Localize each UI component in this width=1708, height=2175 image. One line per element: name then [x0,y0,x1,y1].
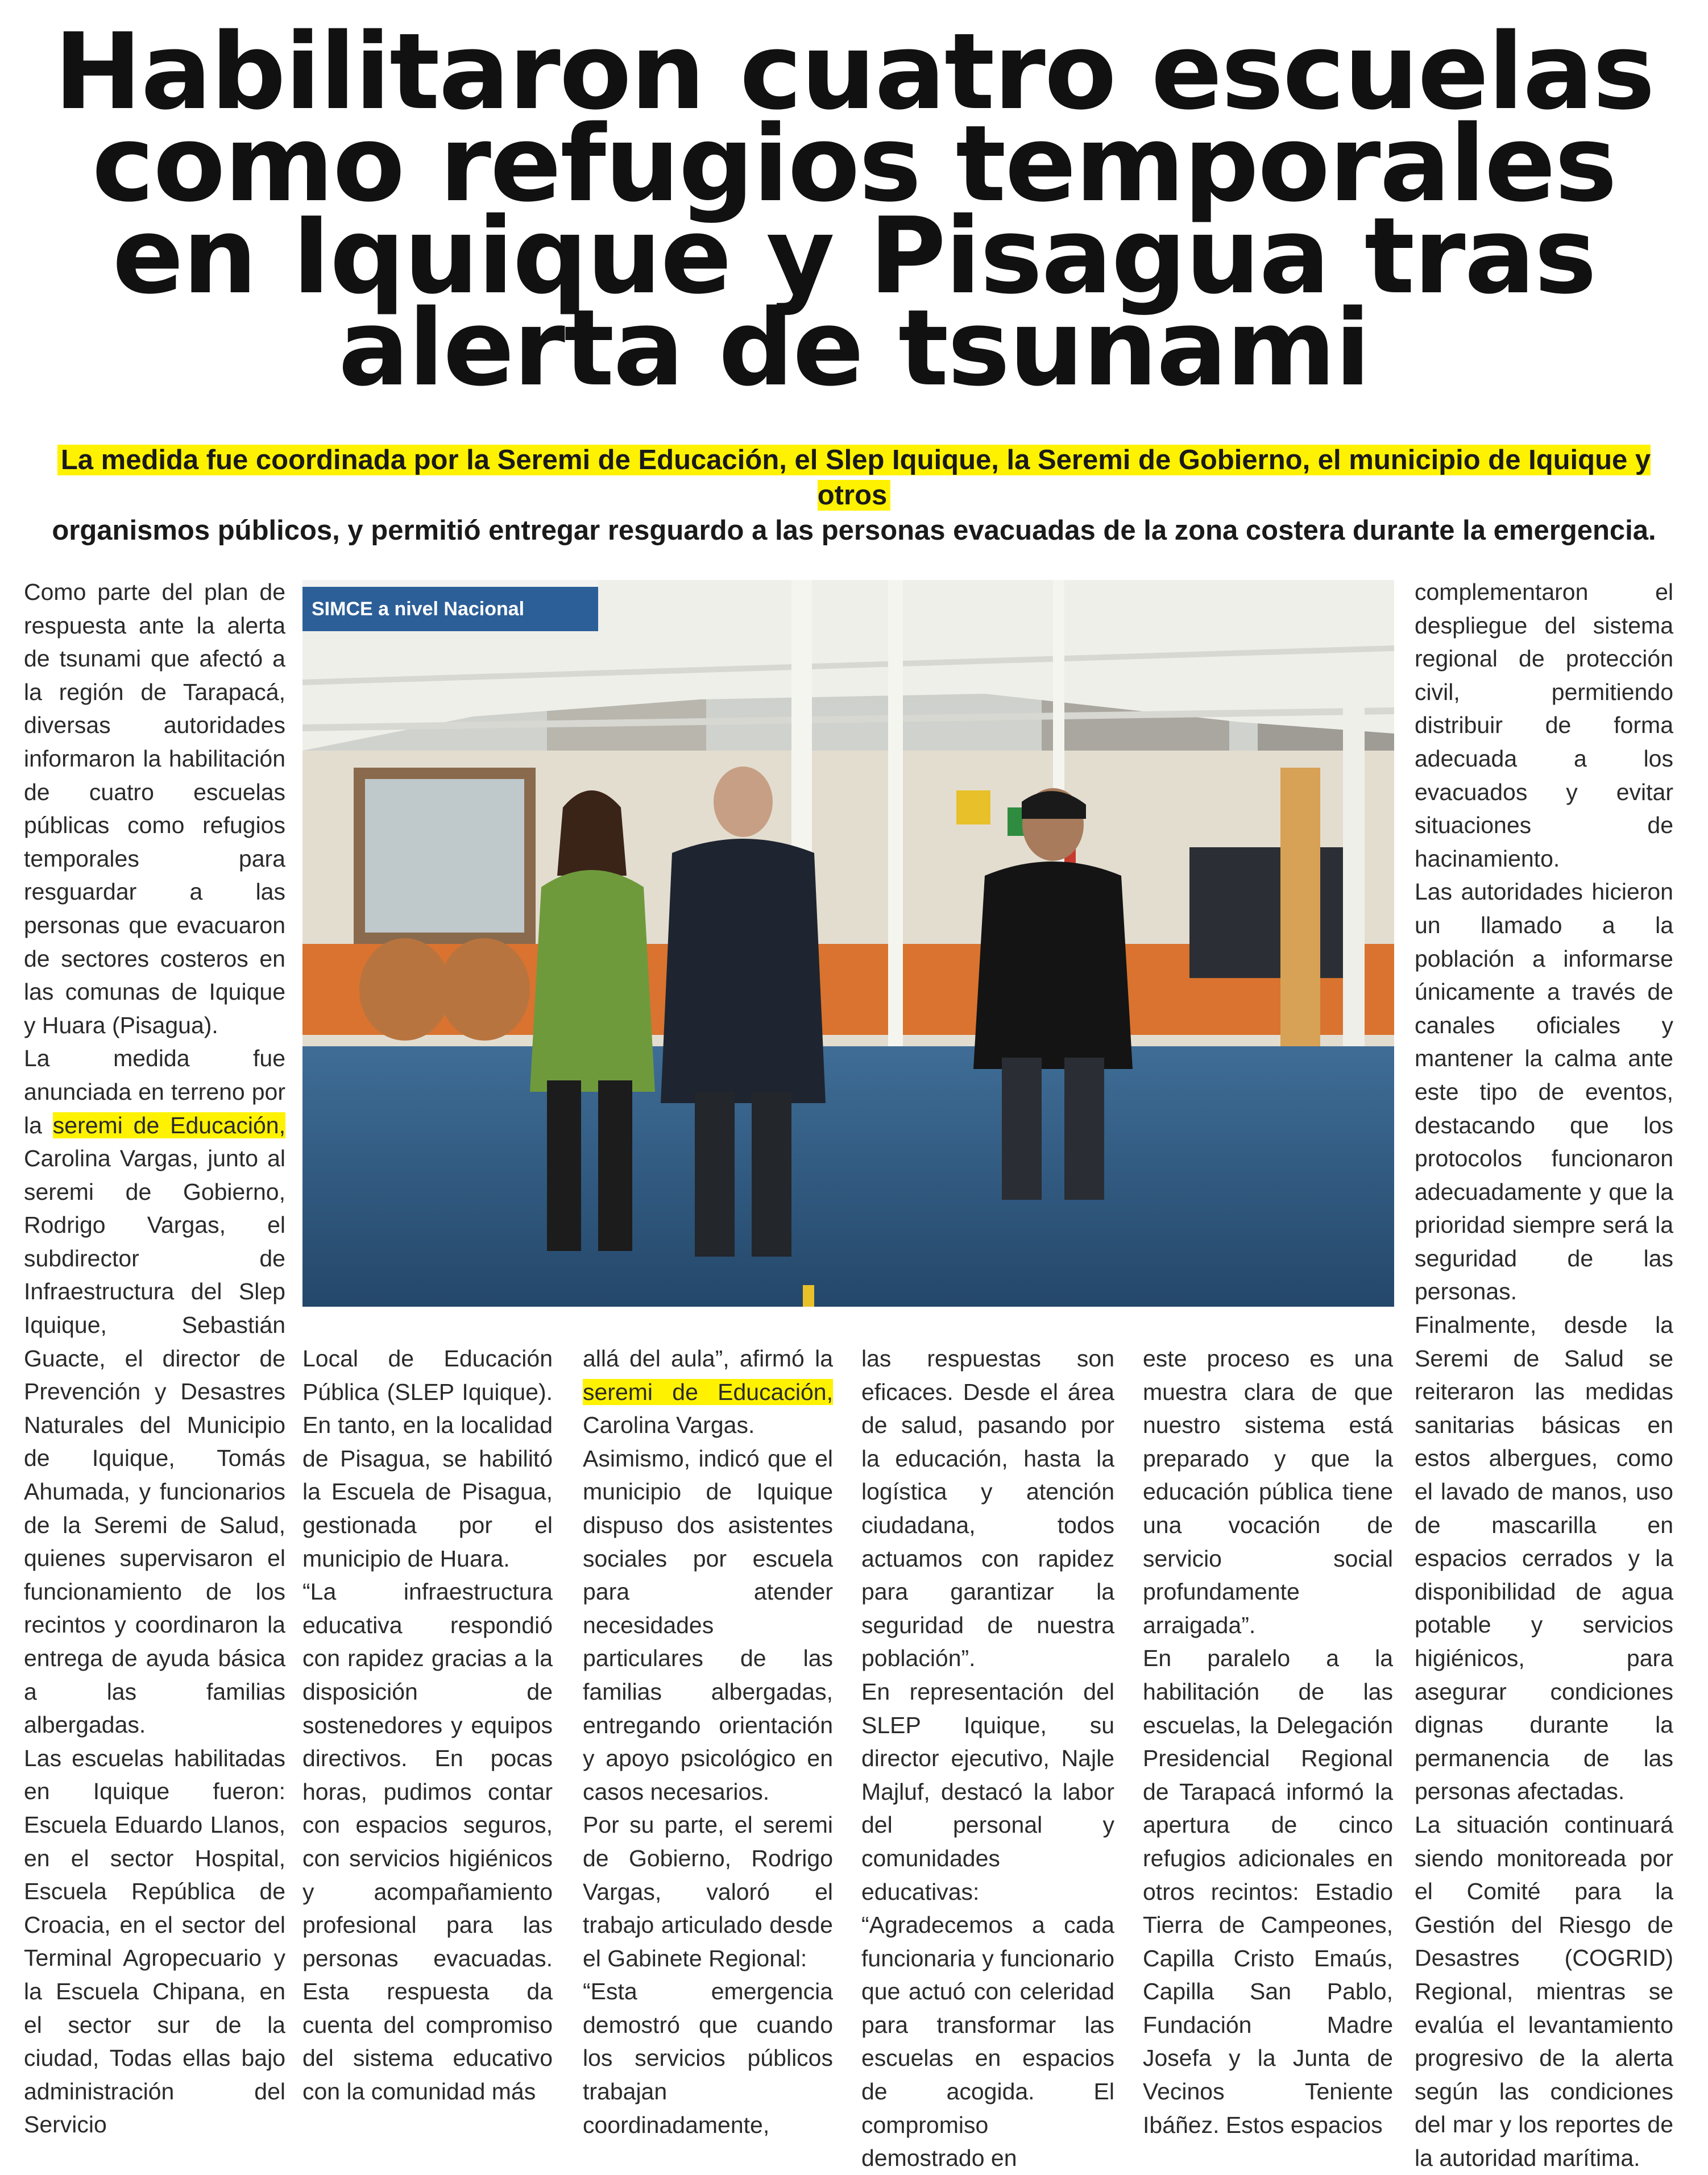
col6-paragraph-1: complementaron el despliegue del sistema regional de protección civil, permitiendo distribuir de forma adecuada a los evacuados y evitar situaciones de hacinamiento. [1415,579,1673,872]
highlighted-text: seremi de Educación, [583,1378,833,1405]
column-2 [302,1342,553,2108]
col3-paragraph-3: Por su parte, el seremi de Gobierno, Rodrigo Vargas, valoró el trabajo articulado desde el Gabinete Regional: [583,1812,833,1971]
column-5 [1143,1342,1393,2141]
col4-paragraph-3: “Agradecemos a cada funcionaria y funcionario que actuó con celeridad para transformar las escuelas en espacios de acogida. El compromiso demostrado en [861,1912,1114,2172]
col1-paragraph-2: La medida fue anunciada en terreno por la seremi de Educación, Carolina Vargas, junto al seremi de Gobierno, Rodrigo Vargas, el subdirector de Infraestructura del Slep Iquique, Sebastián Guacte, el director de Prevención y Desastres Naturales del Municipio de Iquique, Tomás Ahumada, y funcionarios de la Seremi de Salud, quienes supervisaron el funcionamiento de los recintos y coordinaron la entrega de ayuda básica a las familias albergadas. [24,1045,285,1738]
column-6 [1415,575,1673,2175]
col1-paragraph-1: Como parte del plan de respuesta ante la alerta de tsunami que afectó a la región de Tarapacá, diversas autoridades informaron la habilitación de cuatro escuelas públicas como refugios temporales para resguardar a las personas que evacuaron de sectores costeros en las comunas de Iquique y Huara (Pisagua). [24,579,285,1038]
highlighted-text: seremi de Educación, [52,1112,285,1138]
headline-line-2: como refugios temporales [92,102,1616,225]
school-courtyard-photo [302,580,1394,1307]
article-photo [302,580,1394,1307]
col5-paragraph-2: En paralelo a la habilitación de las escuelas, la Delegación Presidencial Regional de Tarapacá informó la apertura de cinco refugios adicionales en otros recintos: Estadio Tierra de Campeones, Capilla Cristo Emaús, Capilla San Pablo, Fundación Madre Josefa y la Junta de Vecinos Teniente Ibáñez. Estos espacios [1143,1645,1393,2138]
col6-paragraph-2: Las autoridades hicieron un llamado a la población a informarse únicamente a través de canales oficiales y mantener la calma ante este tipo de eventos, destacando que los protocolos funcionaron adecuadamente y que la prioridad siempre será la seguridad de las personas. [1415,879,1673,1305]
col1-paragraph-3: Las escuelas habilitadas en Iquique fueron: Escuela Eduardo Llanos, en el sector Hospital, Escuela República de Croacia, en el sector del Terminal Agropecuario y la Escuela Chipana, en el sector sur de la ciudad, Todas ellas bajo administración del Servicio [24,1745,285,2138]
column-4 [861,1342,1114,2175]
col4-paragraph-2: En representación del SLEP Iquique, su director ejecutivo, Najle Majluf, destacó la labor del personal y comunidades educativas: [861,1678,1114,1905]
dek [23,442,1685,548]
col3-paragraph-2: Asimismo, indicó que el municipio de Iquique dispuso dos asistentes sociales por escuela para atender necesidades particulares de las familias albergadas, entregando orientación y apoyo psicológico en casos necesarios. [583,1445,833,1805]
col3-paragraph-4: “Esta emergencia demostró que cuando los servicios públicos trabajan coordinadamente, [583,1978,833,2138]
headline-line-1: Habilitaron cuatro escuelas [53,10,1655,133]
col3-paragraph-1: allá del aula”, afirmó la seremi de Educación, Carolina Vargas. [583,1345,833,1439]
column-1 [24,575,285,2141]
col6-paragraph-3: Finalmente, desde la Seremi de Salud se reiteraron las medidas sanitarias básicas en estos albergues, como el lavado de manos, uso de mascarilla en espacios cerrados y la disponibilidad de agua potable y servicios higiénicos, para asegurar condiciones dignas durante la permanencia de las personas afectadas. [1415,1312,1673,1805]
headline-line-3: en Iquique y Pisagua tras [112,194,1596,317]
dek-rest: organismos públicos, y permitió entregar resguardo a las personas evacuadas de la zona costera durante la emergencia. [52,515,1656,546]
column-3 [583,1342,833,2141]
headline [23,10,1685,409]
col2-paragraph-1: Local de Educación Pública (SLEP Iquique). En tanto, en la localidad de Pisagua, se habilitó la Escuela de Pisagua, gestionada por el municipio de Huara. [302,1345,553,1572]
simce-sign-text: SIMCE a nivel Nacional [312,598,525,620]
col6-paragraph-4: La situación continuará siendo monitoreada por el Comité para la Gestión del Riesgo de Desastres (COGRID) Regional, mientras se evalúa el levantamiento progresivo de la alerta según las condiciones del mar y los reportes de la autoridad marítima. [1415,1811,1673,2171]
headline-line-4: alerta de tsunami [338,287,1370,409]
dek-highlighted: La medida fue coordinada por la Seremi de Educación, el Slep Iquique, la Seremi de Gobierno, el municipio de Iquique y otros [57,445,1651,511]
col5-paragraph-1: este proceso es una muestra clara de que nuestro sistema está preparado y que la educación pública tiene una vocación de servicio social profundamente arraigada”. [1143,1345,1393,1638]
col4-paragraph-1: las respuestas son eficaces. Desde el área de salud, pasando por la educación, hasta la logística y atención ciudadana, todos actuamos con rapidez para garantizar la seguridad de nuestra población”. [861,1345,1114,1672]
col2-paragraph-2: “La infraestructura educativa respondió con rapidez gracias a la disposición de sostenedores y equipos directivos. En pocas horas, pudimos contar con espacios seguros, con servicios higiénicos y acompañamiento profesional para las personas evacuadas. Esta respuesta da cuenta del compromiso del sistema educativo con la comunidad más [302,1579,553,2105]
